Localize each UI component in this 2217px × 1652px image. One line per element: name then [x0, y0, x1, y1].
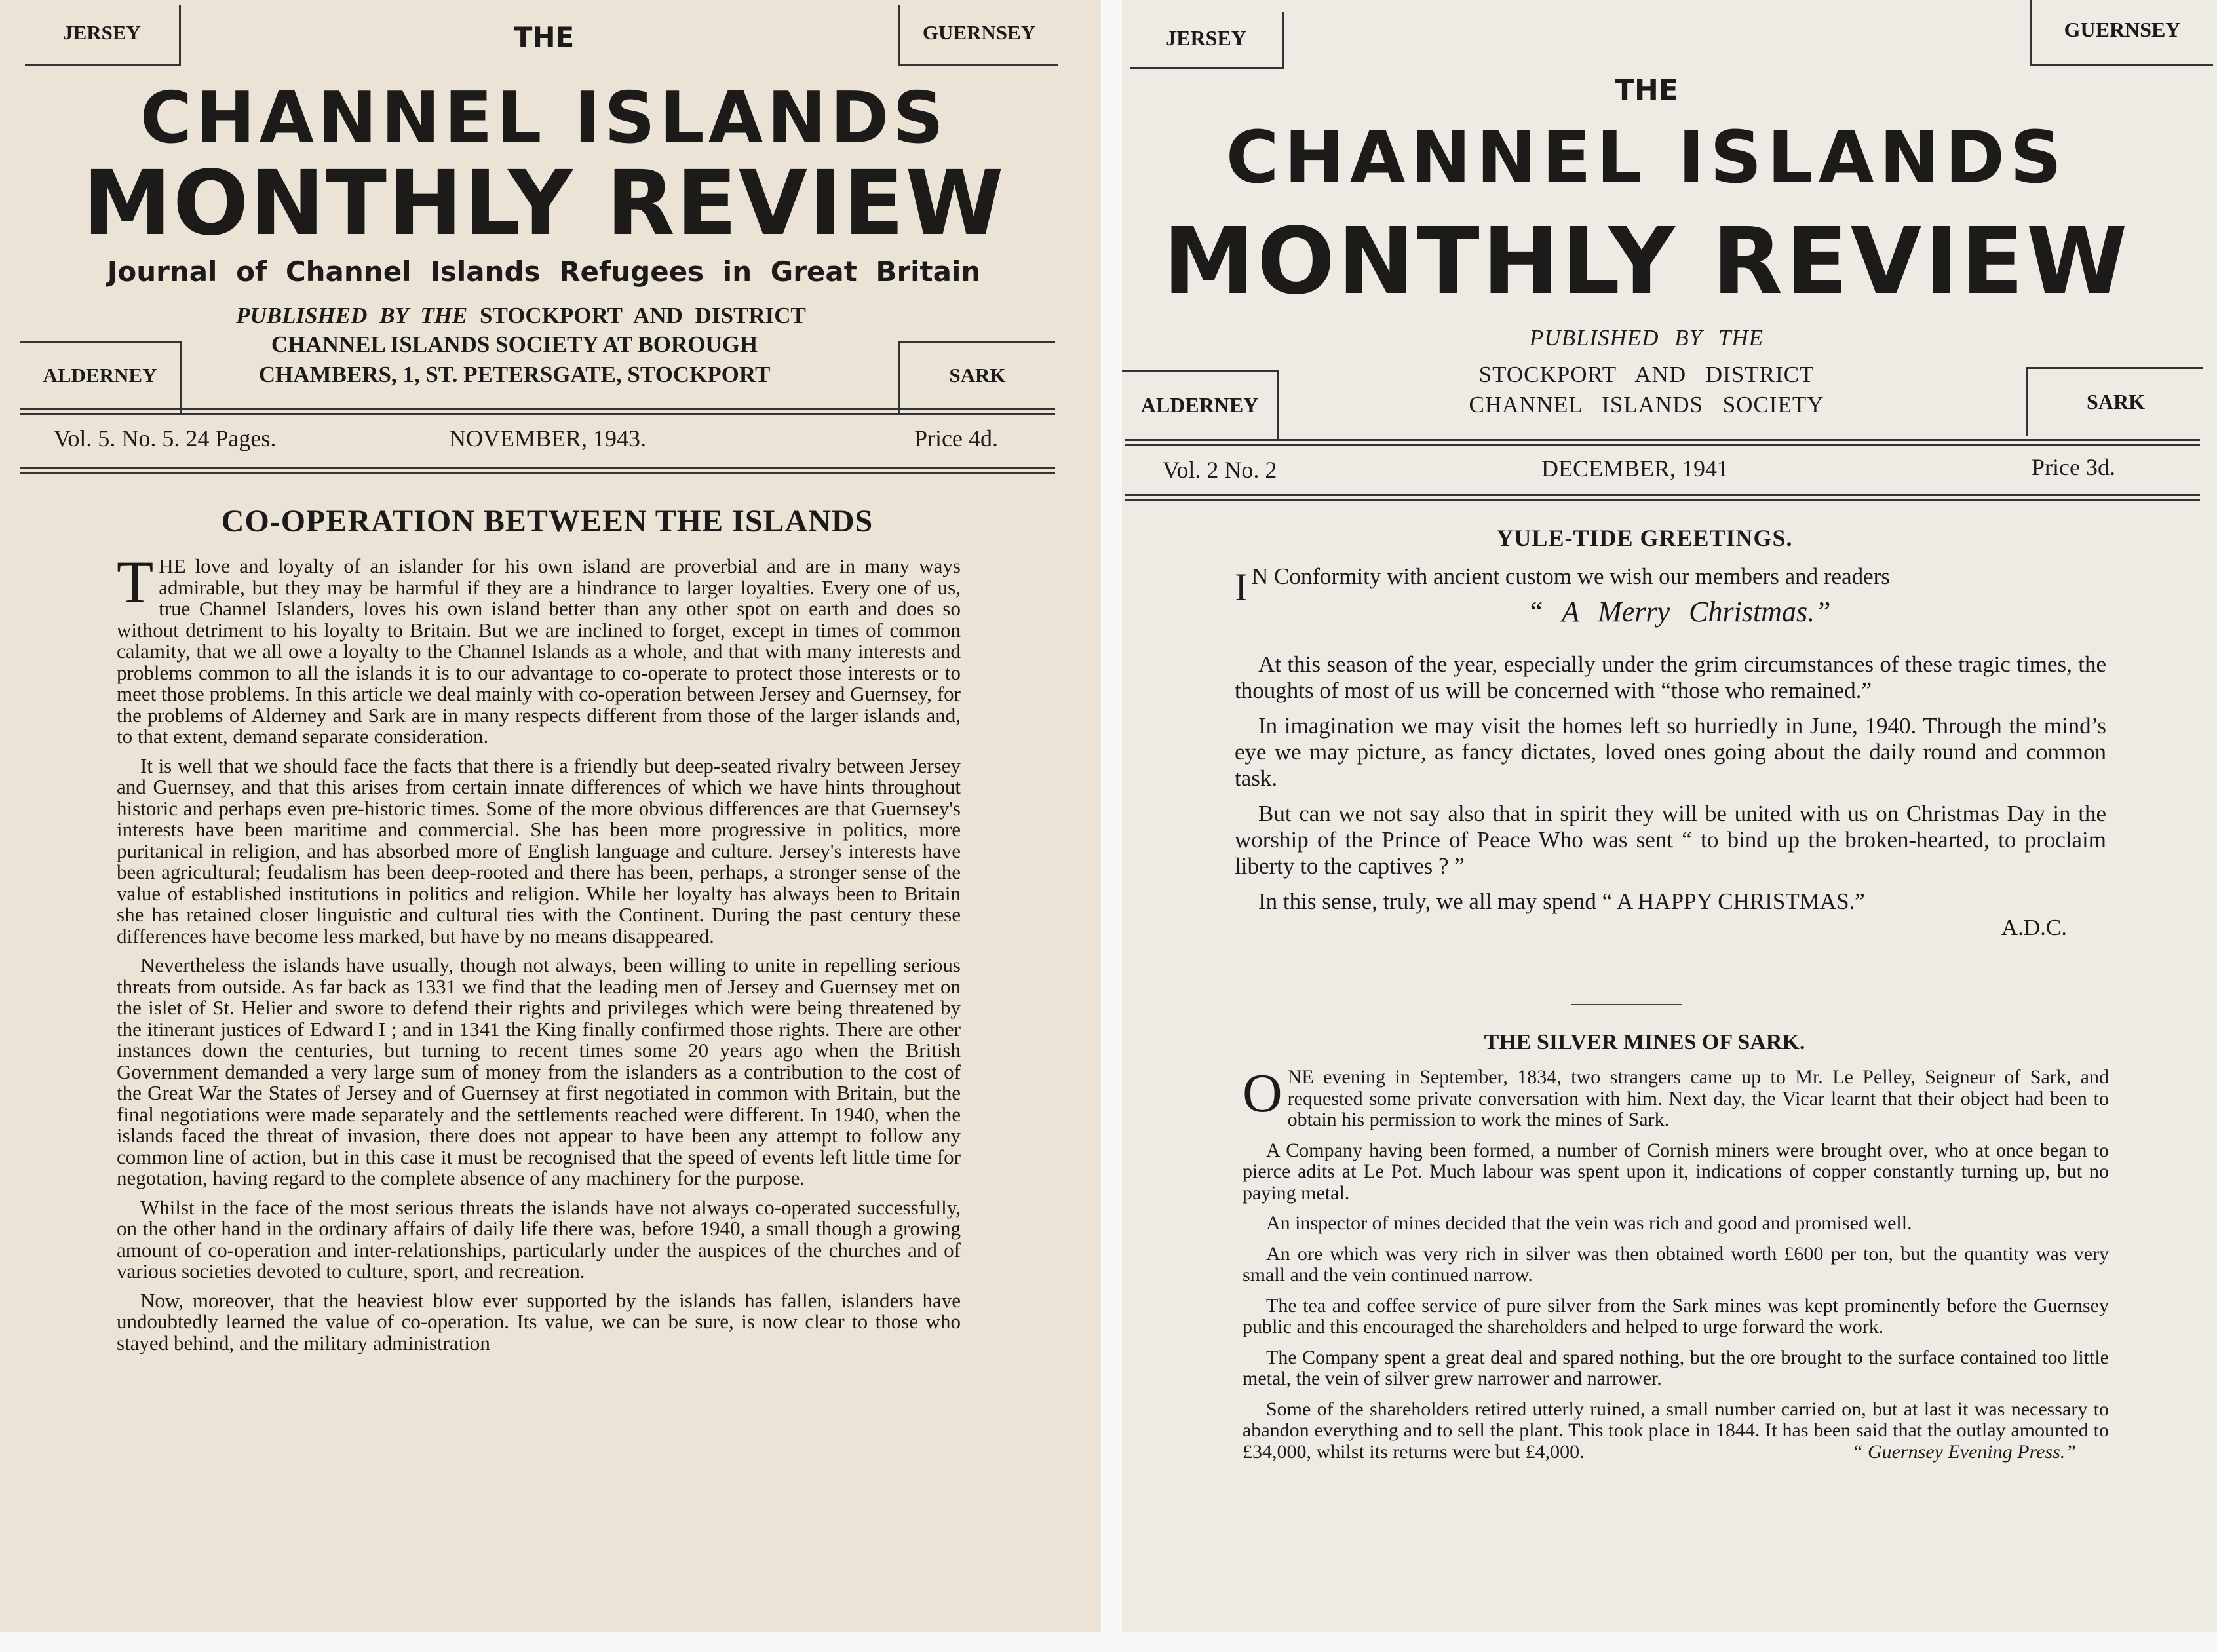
- article-paragraph: Nevertheless the islands have usually, though not always, been willing to unite in repelling serious threats from outside. As far back as 1331 we find that the leading men of Jersey and Guernsey met on the islet of St. Helier and swore to defend their rights and privileges which were being threatened by the itinerant justices of Edward I ; and in 1341 the King finally confirmed those rights. There are other instances down the centuries, but turning to recent times some 20 years ago when the British Government demanded a very large sum of money from the islanders as a contribution to the cost of the Great War the States of Jersey and of Guernsey at first negotiated in common with Britain, but the final negotiations were made separately and the settlements reached were different. In 1940, when the islands faced the threat of invasion, there does not appear to have been any attempt to follow any common line of action, but in this case it must be recognised that the speed of events left little time for negotation, having regard to the complete absence of any machinery for the purpose.: [117, 953, 961, 1189]
- corner-label-alderney: [1122, 370, 1279, 439]
- masthead-rule-bottom2: [1125, 499, 2200, 501]
- issue-volume: Vol. 5. No. 5. 24 Pages.: [54, 425, 277, 451]
- masthead-rule-bottom: [20, 467, 1055, 469]
- drop-cap: I: [1235, 566, 1248, 609]
- silver-paragraph-text: NE evening in September, 1834, two strangers came up to Mr. Le Pelley, Seigneur of Sark, and requested some private conversation with him. Next day, the Vicar learnt that their object had been to obtain his permission to work the mines of Sark.: [1287, 1066, 2109, 1130]
- corner-label-jersey: JERSEY: [25, 5, 181, 66]
- issue-date: NOVEMBER, 1943.: [449, 425, 647, 451]
- masthead-rule-top: [1125, 439, 2200, 441]
- yule-body: [1235, 564, 2106, 941]
- masthead-the: THE: [513, 21, 575, 53]
- masthead-rule-bottom2: [20, 472, 1055, 474]
- masthead-rule-bottom: [1125, 494, 2200, 496]
- silver-mines-body: [1243, 1063, 2109, 1463]
- article-paragraph: Now, moreover, that the heaviest blow ever supported by the islands has fallen, islanders have undoubtedly learned the value of co-operation. Its value, we can be sure, is now clear to those who stayed behind, and the military administration: [117, 1288, 961, 1354]
- yule-signature: A.D.C.: [2001, 915, 2067, 940]
- masthead-rule-top: [20, 408, 1055, 410]
- silver-paragraph: An ore which was very rich in silver was then obtained worth £600 per ton, but the quantity was very small and the vein continued narrow.: [1243, 1242, 2109, 1286]
- masthead-title-line1: CHANNEL ISLANDS: [140, 77, 948, 159]
- yule-paragraph: But can we not say also that in spirit they will be united with us on Christmas Day in the worship of the Prince of Peace Who was sent “ to bind up the broken-hearted, to proclaim liberty to the captives ? ”: [1235, 801, 2106, 879]
- issue-price: Price 3d.: [2032, 454, 2115, 480]
- article-title: CO-OPERATION BETWEEN THE ISLANDS: [221, 504, 874, 539]
- yule-paragraph: In imagination we may visit the homes left so hurriedly in June, 1940. Through the mind’s eye we may picture, as fancy dictates, loved ones going about the daily round and common task.: [1235, 713, 2106, 791]
- issue-price: Price 4d.: [914, 425, 998, 451]
- publisher-line2: CHANNEL ISLANDS SOCIETY AT BOROUGH: [271, 332, 758, 357]
- yule-intro: [1235, 564, 2106, 609]
- silver-mines-title: THE SILVER MINES OF SARK.: [1484, 1030, 1805, 1054]
- publisher-line1: [0, 303, 1101, 329]
- article-paragraph: It is well that we should face the facts that there is a friendly but deep-seated rivalry between Jersey and Guernsey, and that this arises from certain innate differences of which we have hints throughout historic and perhaps even pre-historic times. Some of the more obvious differences are that Guernsey's interests have been maritime and commercial. She has been more progressive in politics, more puritanical in religion, and has absorbed more of English language and culture. Jersey's interests have been agricultural; feudalism has been deep-rooted and there has been, perhaps, a stronger sense of the value of established institutions in politics and religion. While her loyalty has always been to Britain she has retained closer linguistic and cultural ties with the Continent. During the past century these differences have become less marked, but have by no means disappeared.: [117, 754, 961, 948]
- sark-text: SARK: [2087, 390, 2145, 413]
- sark-text: SARK: [949, 364, 1006, 387]
- paragraph-text: HE love and loyalty of an islander for his own island are proverbial and are in many ways admirable, but they may be harmful if they are a hindrance to larger loyalties. Every one of us, true Channel Islanders, loves his own island better than any other spot on earth and does so without detriment to his loyalty to Britain. But we are inclined to forget, except in times of common calamity, that we all owe a loyalty to the Channel Islands as a whole, and that with many interests and problems common to all the islands it is to our advantage to co-operate to protect those interests or to meet those problems. In this article we deal mainly with co-operation between Jersey and Guernsey, for the problems of Alderney and Sark are in many respects different from those of the larger islands and, to that extent, demand separate consideration.: [117, 554, 961, 748]
- yule-paragraph: At this season of the year, especially under the grim circumstances of these tragic times, the thoughts of most of us will be concerned with “those who remained.”: [1235, 651, 2106, 703]
- publisher-line3: CHAMBERS, 1, ST. PETERSGATE, STOCKPORT: [258, 362, 771, 387]
- alderney-text: ALDERNEY: [1140, 393, 1259, 417]
- article-paragraph: [117, 548, 961, 748]
- article-paragraph: Whilst in the face of the most serious threats the islands have not always co-operated successfully, on the other hand in the ordinary affairs of daily life there was, before 1940, a small though a growing amount of co-operation and inter-relationships, particularly under the auspices of the churches and of various societies devoted to culture, sport, and recreation.: [117, 1195, 961, 1282]
- alderney-text: ALDERNEY: [43, 364, 157, 387]
- section-divider: [1571, 1004, 1682, 1005]
- page-gap: [1101, 0, 1122, 1652]
- yule-title: YULE-TIDE GREETINGS.: [1496, 525, 1793, 551]
- corner-label-guernsey: GUERNSEY: [2030, 0, 2213, 66]
- corner-label-sark: [2026, 367, 2203, 436]
- masthead-title-line2: MONTHLY REVIEW: [83, 152, 1005, 256]
- publisher-italic: PUBLISHED BY THE: [236, 303, 468, 328]
- silver-paragraph: The tea and coffee service of pure silver from the Sark mines was kept prominently before the Guernsey public and this encouraged the shareholders and helped to urge forward the work.: [1243, 1294, 2109, 1337]
- masthead-rule-top2: [20, 413, 1055, 415]
- silver-paragraph: A Company having been formed, a number of Cornish miners were brought over, who at once began to pierce adits at Le Pot. Much labour was spent upon it, indications of copper constantly turning up, but no paying metal.: [1243, 1139, 2109, 1204]
- issue-date: DECEMBER, 1941: [1541, 455, 1729, 482]
- silver-paragraph: Some of the shareholders retired utterly ruined, a small number carried on, but at last it was necessary to abandon everything and to sell the plant. This took place in 1844. It has been said that the outlay amounted to £34,000, whilst its returns were but £4,000.: [1243, 1398, 2109, 1463]
- publisher-italic: PUBLISHED BY THE: [1529, 325, 1764, 351]
- article-body: [117, 548, 961, 1362]
- issue-december-1941: [1122, 0, 2217, 1632]
- masthead-title-line1: CHANNEL ISLANDS: [1225, 115, 2068, 199]
- issue-volume: Vol. 2 No. 2: [1163, 457, 1277, 483]
- masthead-the: THE: [1615, 73, 1678, 107]
- corner-label-jersey: JERSEY: [1130, 12, 1284, 69]
- publisher-rest: STOCKPORT AND DISTRICT: [480, 303, 806, 328]
- masthead-rule-top2: [1125, 444, 2200, 446]
- issue-november-1943: [0, 0, 1101, 1632]
- silver-source: “ Guernsey Evening Press.”: [1851, 1441, 2076, 1463]
- silver-paragraph: [1243, 1063, 2109, 1131]
- publisher-line2: STOCKPORT AND DISTRICT: [1478, 362, 1815, 387]
- corner-label-guernsey: GUERNSEY: [898, 5, 1058, 66]
- bottom-strip: [0, 1632, 2217, 1652]
- yule-merry-christmas: “ A Merry Christmas.”: [1527, 596, 1831, 628]
- masthead-title-line2: MONTHLY REVIEW: [1163, 208, 2130, 315]
- silver-paragraph: The Company spent a great deal and spared nothing, but the ore brought to the surface contained too little metal, the vein of silver grew narrower and narrower.: [1243, 1346, 2109, 1389]
- drop-cap: O: [1243, 1063, 1282, 1124]
- yule-paragraph: In this sense, truly, we all may spend “ A HAPPY CHRISTMAS.”: [1258, 889, 1865, 914]
- silver-paragraph: An inspector of mines decided that the vein was rich and good and promised well.: [1266, 1212, 1912, 1234]
- publisher-line3: CHANNEL ISLANDS SOCIETY: [1469, 392, 1824, 417]
- drop-cap: T: [117, 548, 154, 615]
- yule-intro-text: N Conformity with ancient custom we wish our members and readers: [1251, 564, 1890, 589]
- masthead-subtitle: Journal of Channel Islands Refugees in Great Britain: [107, 256, 981, 288]
